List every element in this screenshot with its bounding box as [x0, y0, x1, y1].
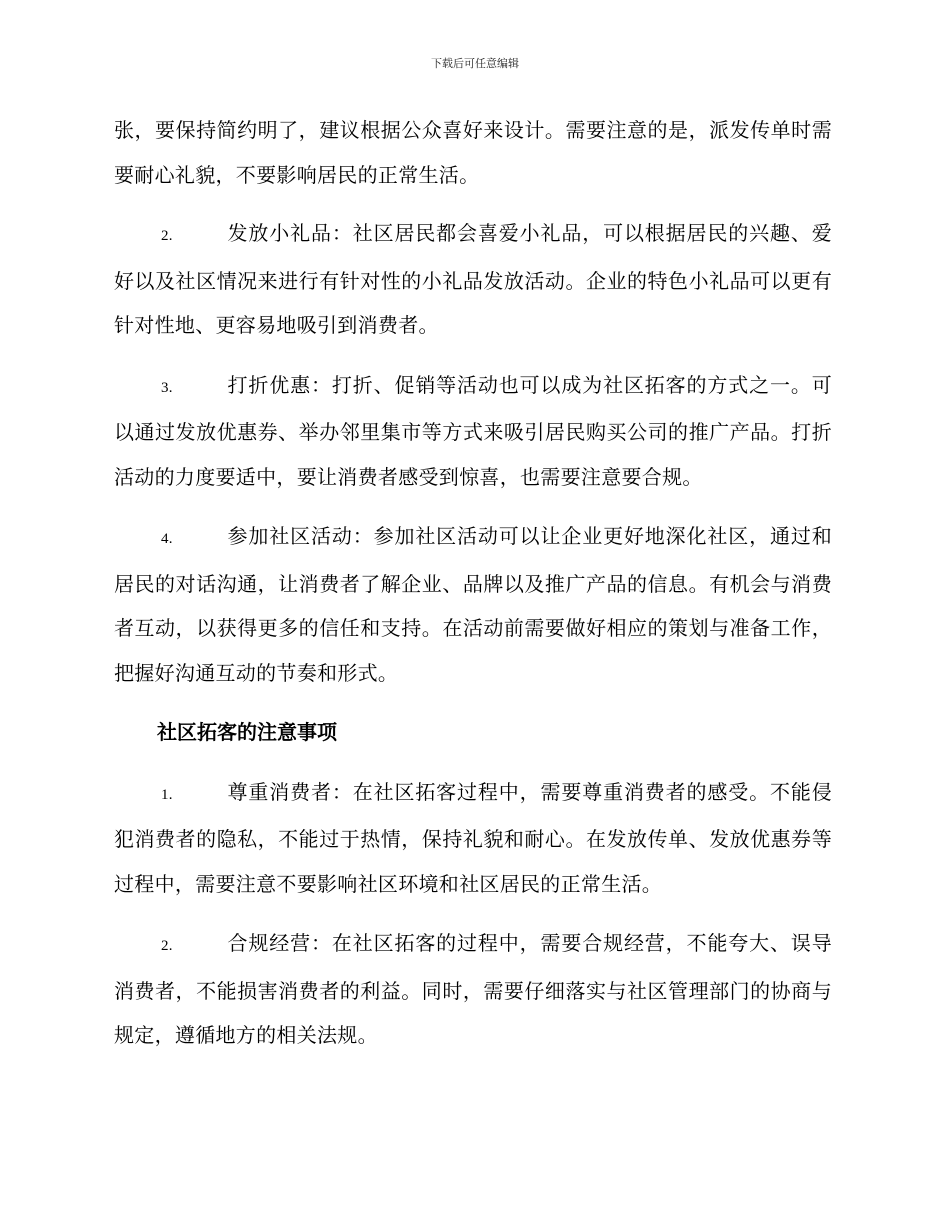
note-item-1 — [114, 770, 832, 907]
list-item-text: 打折优惠：打折、促销等活动也可以成为社区拓客的方式之一。可以通过发放优惠券、举办邻里集市等方式来吸引居民购买公司的推广产品。打折活动的力度要适中，要让消费者感受到惊喜，也需要注意要合规。 — [114, 372, 832, 489]
page-header: 下载后可任意编辑 — [431, 57, 519, 70]
list-number: 4. — [161, 531, 173, 547]
section-heading: 社区拓客的注意事项 — [157, 720, 337, 744]
intro-paragraph: 张，要保持简约明了，建议根据公众喜好来设计。需要注意的是，派发传单时需要耐心礼貌，不要影响居民的正常生活。 — [114, 118, 832, 187]
list-number: 2. — [161, 938, 173, 954]
list-item-text: 发放小礼品：社区居民都会喜爱小礼品，可以根据居民的兴趣、爱好以及社区情况来进行有针对性的小礼品发放活动。企业的特色小礼品可以更有针对性地、更容易地吸引到消费者。 — [114, 221, 832, 337]
list-item-text: 参加社区活动：参加社区活动可以让企业更好地深化社区，通过和居民的对话沟通，让消费者了解企业、品牌以及推广产品的信息。有机会与消费者互动，以获得更多的信任和支持。在活动前需要做好相应的策划与准备工作，把握好沟通互动的节奏和形式。 — [114, 524, 832, 685]
list-item-text: 尊重消费者：在社区拓客过程中，需要尊重消费者的感受。不能侵犯消费者的隐私，不能过于热情，保持礼貌和耐心。在发放传单、发放优惠券等过程中，需要注意不要影响社区环境和社区居民的正常生活。 — [114, 779, 832, 896]
method-item-2 — [114, 211, 832, 348]
note-item-2 — [114, 921, 832, 1058]
list-number: 3. — [161, 379, 173, 396]
list-number: 2. — [161, 228, 173, 244]
method-item-3 — [114, 363, 832, 500]
list-number: 1. — [161, 786, 173, 803]
document-body — [114, 108, 832, 1073]
list-item-text: 合规经营：在社区拓客的过程中，需要合规经营，不能夸大、误导消费者，不能损害消费者的利益。同时，需要仔细落实与社区管理部门的协商与规定，遵循地方的相关法规。 — [114, 931, 832, 1047]
method-item-4 — [114, 514, 832, 695]
